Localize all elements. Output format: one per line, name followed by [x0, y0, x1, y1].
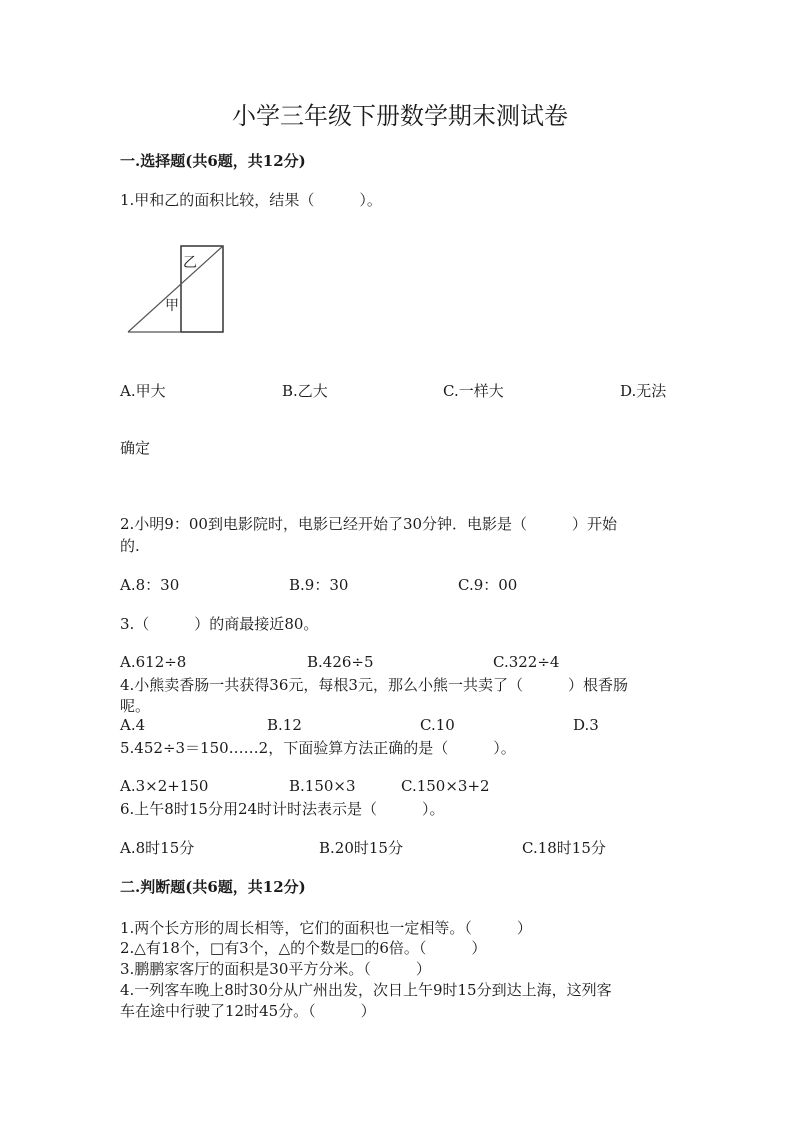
q5-option-c[interactable]: C.150×3+2: [401, 777, 490, 795]
figure-label-yi: 乙: [183, 255, 197, 271]
triangle-rectangle-figure: [124, 244, 234, 340]
question-2-line2: 的.: [120, 537, 140, 555]
q1-option-a[interactable]: A.甲大: [120, 382, 166, 400]
q6-option-c[interactable]: C.18时15分: [522, 839, 606, 857]
q3-option-c[interactable]: C.322÷4: [493, 653, 560, 671]
figure-label-jia: 甲: [165, 298, 179, 314]
judgment-1: 1.两个长方形的周长相等，它们的面积也一定相等。（ ）: [120, 919, 532, 937]
q4-option-d[interactable]: D.3: [573, 716, 599, 734]
diagonal-line: [128, 246, 223, 332]
judgment-4-line2: 车在途中行驶了12时45分。（ ）: [120, 1002, 376, 1020]
question-1-figure: [124, 244, 234, 344]
q2-option-b[interactable]: B.9：30: [289, 576, 349, 594]
q6-option-b[interactable]: B.20时15分: [319, 839, 403, 857]
q4-option-b[interactable]: B.12: [267, 716, 302, 734]
section2-heading: 二.判断题(共6题，共12分): [120, 878, 306, 896]
question-4-line2: 呢。: [120, 697, 151, 715]
q1-option-d[interactable]: D.无法: [620, 382, 667, 400]
q4-option-a[interactable]: A.4: [120, 716, 146, 734]
section1-heading: 一.选择题(共6题，共12分): [120, 152, 306, 170]
q2-option-c[interactable]: C.9：00: [458, 576, 518, 594]
judgment-4-line1: 4.一列客车晚上8时30分从广州出发，次日上午9时15分到达上海，这列客: [120, 981, 612, 999]
question-1: 1.甲和乙的面积比较，结果（ ）。: [120, 191, 382, 209]
judgment-2: 2.△有18个，□有3个，△的个数是□的6倍。（ ）: [120, 939, 487, 957]
q3-option-b[interactable]: B.426÷5: [307, 653, 374, 671]
question-2-line1: 2.小明9：00到电影院时，电影已经开始了30分钟．电影是（ ）开始: [120, 515, 618, 533]
q4-option-c[interactable]: C.10: [420, 716, 455, 734]
q1-option-b[interactable]: B.乙大: [282, 382, 328, 400]
q5-option-a[interactable]: A.3×2+150: [120, 777, 209, 795]
page-title: 小学三年级下册数学期末测试卷: [232, 102, 568, 130]
q5-option-b[interactable]: B.150×3: [289, 777, 356, 795]
question-3: 3.（ ）的商最接近80。: [120, 615, 319, 633]
question-6: 6.上午8时15分用24时计时法表示是（ ）。: [120, 800, 445, 818]
q2-option-a[interactable]: A.8：30: [120, 576, 180, 594]
q6-option-a[interactable]: A.8时15分: [120, 839, 195, 857]
q1-option-c[interactable]: C.一样大: [443, 382, 504, 400]
q1-option-d-wrap: 确定: [120, 439, 151, 457]
question-4-line1: 4.小熊卖香肠一共获得36元，每根3元，那么小熊一共卖了（ ）根香肠: [120, 676, 628, 694]
judgment-3: 3.鹏鹏家客厅的面积是30平方分米。（ ）: [120, 960, 431, 978]
q3-option-a[interactable]: A.612÷8: [120, 653, 187, 671]
question-5: 5.452÷3＝150……2，下面验算方法正确的是（ ）。: [120, 739, 516, 757]
